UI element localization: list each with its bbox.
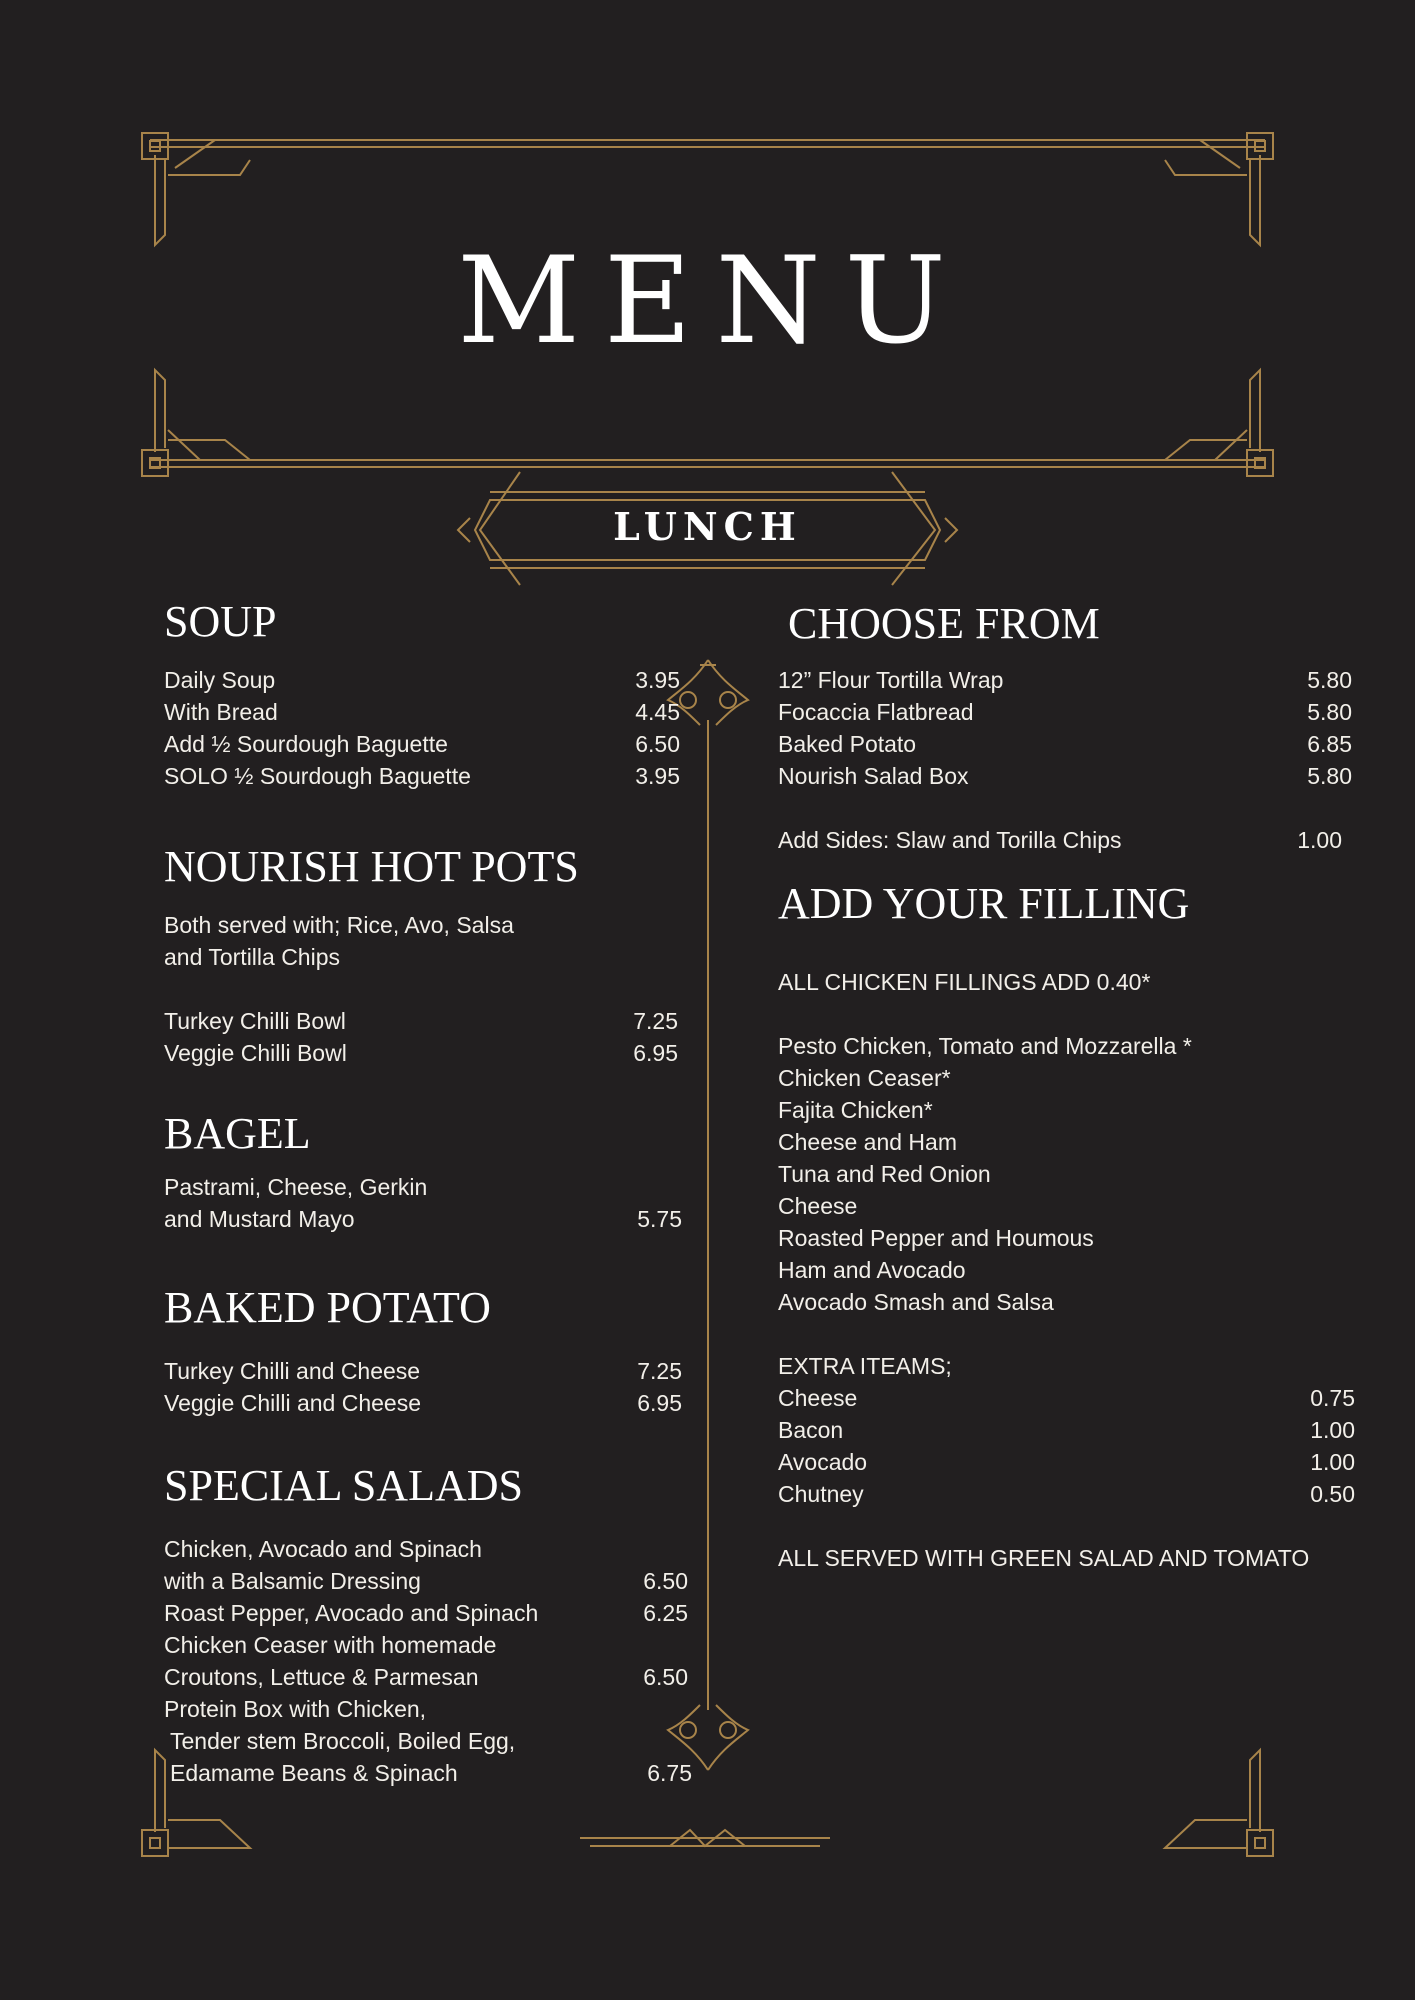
choose-item-price: 5.80	[1307, 699, 1352, 725]
salad-line: Roast Pepper, Avocado and Spinach	[164, 1600, 539, 1626]
soup-item-price: 6.50	[635, 731, 680, 757]
baked-potato-item-name: Turkey Chilli and Cheese	[164, 1358, 421, 1384]
add-sides-price: 1.00	[1297, 827, 1342, 853]
choose-item-name: Focaccia Flatbread	[778, 699, 974, 725]
filling-item: Roasted Pepper and Houmous	[778, 1225, 1094, 1251]
baked-potato-item-name: Veggie Chilli and Cheese	[164, 1390, 422, 1416]
soup-heading: SOUP	[164, 597, 277, 646]
salad-price: 6.50	[643, 1664, 688, 1690]
bagel-price: 5.75	[637, 1206, 682, 1232]
filling-item: Ham and Avocado	[778, 1257, 966, 1283]
hot-pots-item-price: 7.25	[633, 1008, 678, 1034]
menu-title: MENU	[457, 232, 970, 371]
choose-item-name: Nourish Salad Box	[778, 763, 969, 789]
hot-pots-note: Both served with; Rice, Avo, Salsa	[164, 912, 514, 938]
salad-line: Tender stem Broccoli, Boiled Egg,	[170, 1728, 516, 1754]
filling-item: Tuna and Red Onion	[778, 1161, 991, 1187]
extra-item-price: 0.75	[1310, 1385, 1355, 1411]
hot-pots-item-price: 6.95	[633, 1040, 678, 1066]
salad-price: 6.75	[647, 1760, 692, 1786]
bagel-description: and Mustard Mayo	[164, 1206, 355, 1232]
salad-line: Protein Box with Chicken,	[164, 1696, 427, 1722]
salad-price: 6.25	[643, 1600, 688, 1626]
choose-item-price: 5.80	[1307, 667, 1352, 693]
salad-price: 6.50	[643, 1568, 688, 1594]
soup-item-price: 3.95	[635, 763, 680, 789]
extra-items-heading: EXTRA ITEAMS;	[778, 1353, 952, 1379]
choose-from-heading: CHOOSE FROM	[788, 599, 1100, 648]
filling-item: Chicken Ceaser*	[778, 1065, 951, 1091]
soup-item-price: 3.95	[635, 667, 680, 693]
hot-pots-item-name: Turkey Chilli Bowl	[164, 1008, 346, 1034]
hot-pots-note: and Tortilla Chips	[164, 944, 341, 970]
soup-item-name: Add ½ Sourdough Baguette	[164, 731, 448, 757]
hot-pots-item-name: Veggie Chilli Bowl	[164, 1040, 347, 1066]
filling-item: Avocado Smash and Salsa	[778, 1289, 1054, 1315]
extra-item-name: Avocado	[778, 1449, 868, 1475]
extra-item-price: 0.50	[1310, 1481, 1355, 1507]
baked-potato-item-price: 6.95	[637, 1390, 682, 1416]
salad-line: Croutons, Lettuce & Parmesan	[164, 1664, 479, 1690]
salad-line: Edamame Beans & Spinach	[170, 1760, 458, 1786]
special-salads-heading: SPECIAL SALADS	[164, 1461, 523, 1510]
baked-potato-heading: BAKED POTATO	[164, 1283, 491, 1332]
chicken-fillings-note: ALL CHICKEN FILLINGS ADD 0.40*	[778, 969, 1151, 995]
extra-item-price: 1.00	[1310, 1417, 1355, 1443]
extra-item-name: Chutney	[778, 1481, 864, 1507]
bagel-heading: BAGEL	[164, 1109, 311, 1158]
extra-item-name: Cheese	[778, 1385, 858, 1411]
filling-item: Fajita Chicken*	[778, 1097, 933, 1123]
filling-item: Cheese	[778, 1193, 858, 1219]
bagel-description: Pastrami, Cheese, Gerkin	[164, 1174, 428, 1200]
salad-line: with a Balsamic Dressing	[164, 1568, 421, 1594]
soup-item-price: 4.45	[635, 699, 680, 725]
choose-item-name: 12” Flour Tortilla Wrap	[778, 667, 1004, 693]
filling-item: Pesto Chicken, Tomato and Mozzarella *	[778, 1033, 1192, 1059]
extra-item-name: Bacon	[778, 1417, 844, 1443]
soup-item-name: With Bread	[164, 699, 278, 725]
choose-item-price: 5.80	[1307, 763, 1352, 789]
salad-line: Chicken, Avocado and Spinach	[164, 1536, 482, 1562]
soup-item-name: Daily Soup	[164, 667, 276, 693]
add-sides-text: Add Sides: Slaw and Torilla Chips	[778, 827, 1122, 853]
hot-pots-heading: NOURISH HOT POTS	[164, 842, 579, 891]
lunch-subtitle: LUNCH	[613, 504, 802, 549]
soup-item-name: SOLO ½ Sourdough Baguette	[164, 763, 471, 789]
salad-line: Chicken Ceaser with homemade	[164, 1632, 497, 1658]
add-filling-heading: ADD YOUR FILLING	[778, 879, 1190, 928]
baked-potato-item-price: 7.25	[637, 1358, 682, 1384]
choose-item-price: 6.85	[1307, 731, 1352, 757]
choose-item-name: Baked Potato	[778, 731, 917, 757]
filling-item: Cheese and Ham	[778, 1129, 957, 1155]
extra-item-price: 1.00	[1310, 1449, 1355, 1475]
served-with-note: ALL SERVED WITH GREEN SALAD AND TOMATO	[778, 1545, 1310, 1571]
